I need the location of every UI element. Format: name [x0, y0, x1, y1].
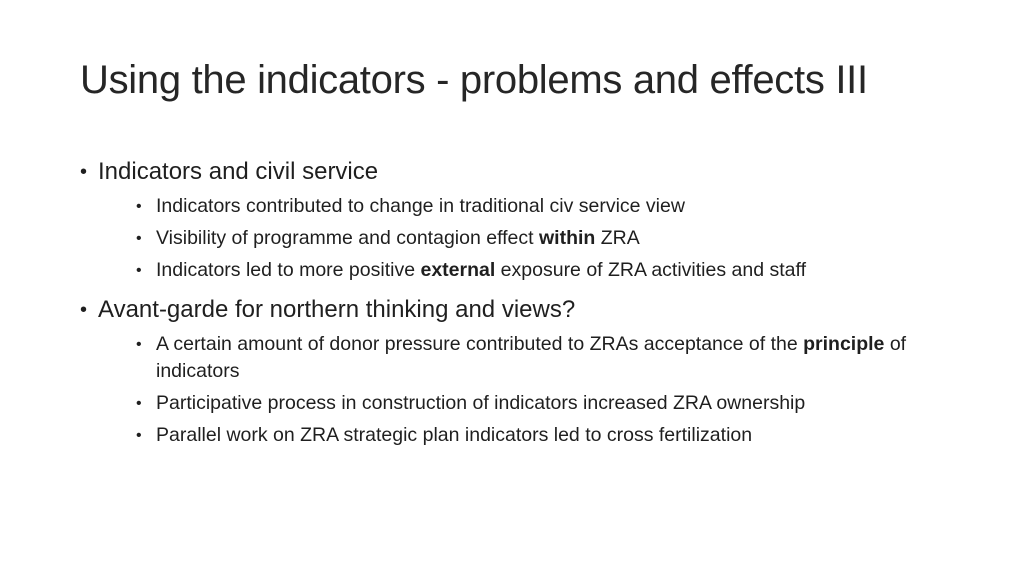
- sub-bullet-text: Visibility of programme and contagion effect: [156, 227, 539, 249]
- bullet-avant-garde: [80, 294, 960, 326]
- sub-bullet-text: Participative process in construction of indicators increased ZRA ownership: [156, 392, 806, 414]
- slide-content: [80, 156, 960, 449]
- slide-title: Using the indicators - problems and effects III: [80, 58, 868, 102]
- sub-bullet-bold-text: within: [539, 227, 596, 249]
- bullet-dot-icon: •: [136, 198, 142, 215]
- bullet-dot-icon: •: [136, 336, 142, 353]
- sublist-civil-service: [80, 193, 960, 284]
- sub-bullet: [136, 422, 940, 449]
- bullet-dot-icon: •: [136, 427, 142, 444]
- sub-bullet-text-after: exposure of ZRA activities and staff: [495, 259, 806, 281]
- sub-bullet: [136, 390, 940, 417]
- sub-bullet: [136, 331, 940, 385]
- sub-bullet-text: A certain amount of donor pressure contributed to ZRAs acceptance of the: [156, 333, 804, 355]
- sub-bullet-bold-text: external: [420, 259, 496, 281]
- sub-bullet-text-after: ZRA: [595, 227, 640, 249]
- sub-bullet-text: Indicators led to more positive: [156, 259, 421, 281]
- bullet-dot-icon: •: [80, 299, 88, 321]
- sub-bullet-text-after: of indicators: [156, 333, 907, 382]
- sub-bullet-text: Parallel work on ZRA strategic plan indicators led to cross fertilization: [156, 424, 753, 446]
- bullet-dot-icon: •: [80, 161, 88, 183]
- bullet-text: Indicators and civil service: [98, 158, 379, 185]
- sub-bullet-bold-text: principle: [803, 333, 885, 355]
- sub-bullet: [136, 225, 940, 252]
- sub-bullet-text: Indicators contributed to change in traditional civ service view: [156, 195, 685, 217]
- sublist-avant-garde: [80, 331, 960, 449]
- bullet-indicators-civil-service: [80, 156, 960, 188]
- bullet-dot-icon: •: [136, 395, 142, 412]
- bullet-text: Avant-garde for northern thinking and views?: [98, 296, 576, 323]
- bullet-dot-icon: •: [136, 230, 142, 247]
- bullet-dot-icon: •: [136, 262, 142, 279]
- sub-bullet: [136, 193, 940, 220]
- sub-bullet: [136, 257, 940, 284]
